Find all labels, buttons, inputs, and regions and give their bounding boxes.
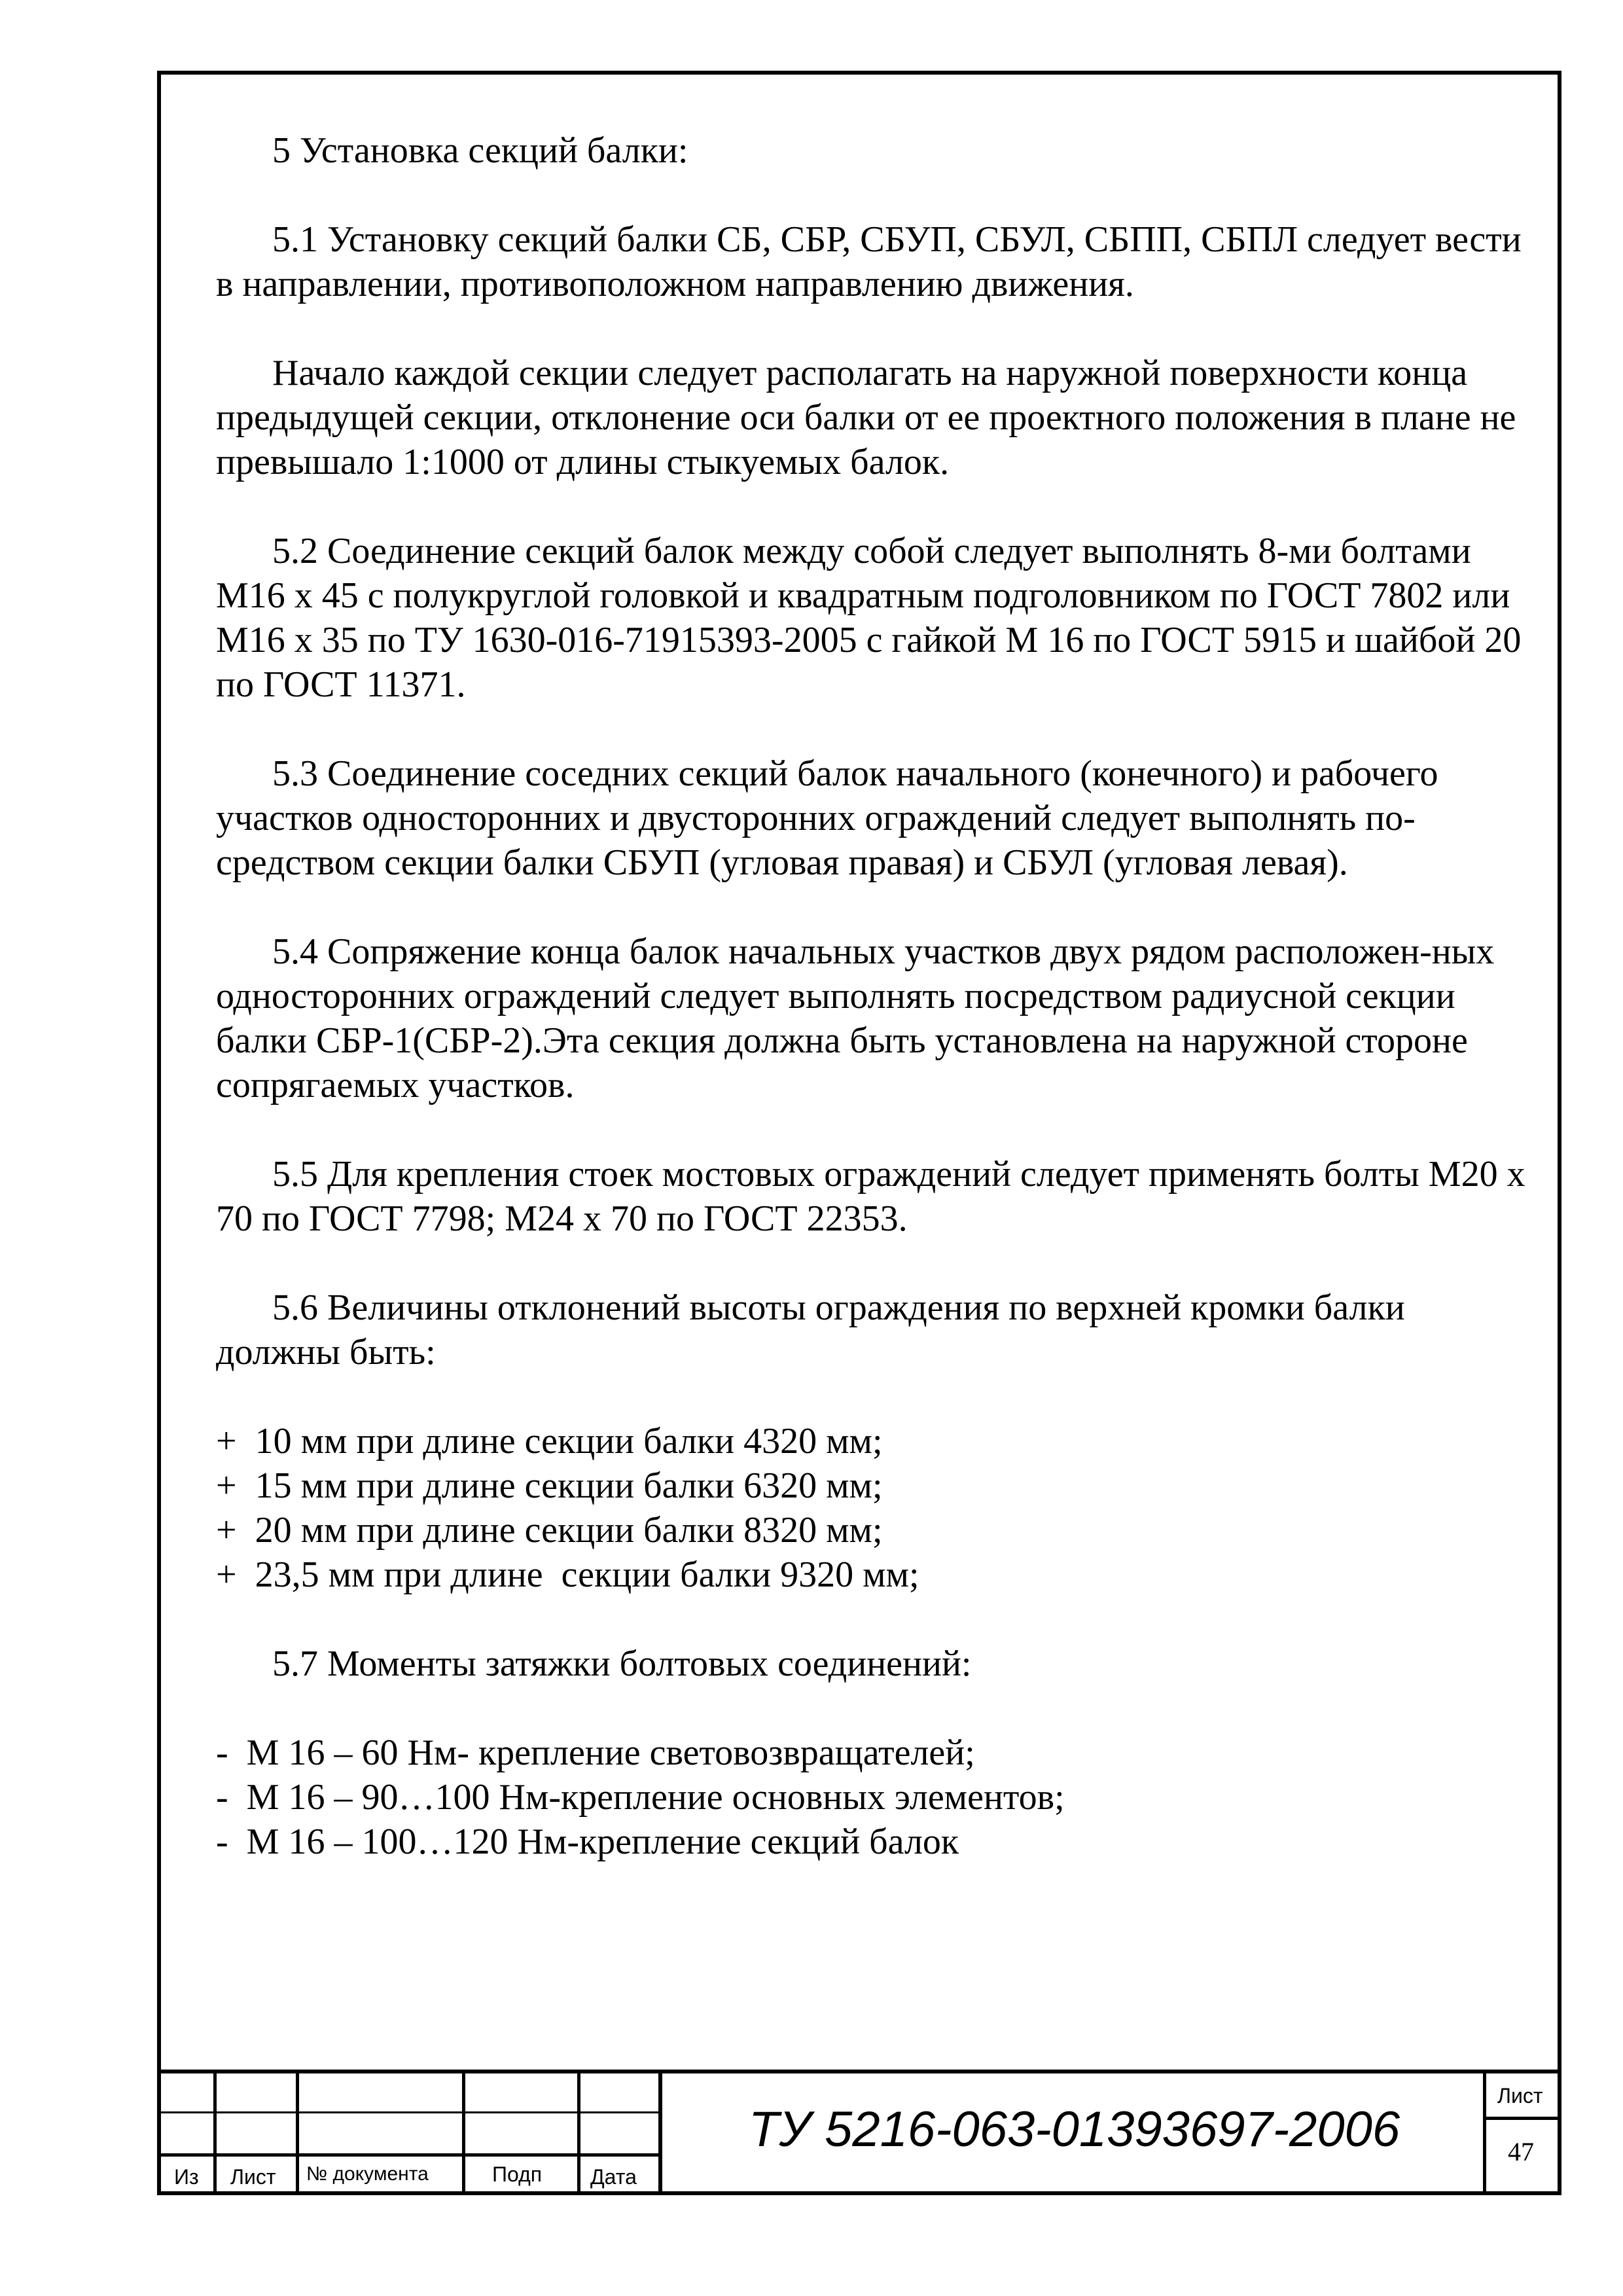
torque-item: - М 16 – 90…100 Нм-крепление основных элементов; — [216, 1777, 1065, 1818]
col-data-label: Дата — [590, 2165, 637, 2189]
document-code: ТУ 5216-063-01393697-2006 — [749, 2102, 1400, 2157]
col-doc-label: № документа — [306, 2163, 429, 2185]
paragraph-5-7: 5.7 Моменты затяжки болтовых соединений: — [272, 1643, 972, 1684]
paragraph-5-6: 5.6 Величины отклонений высоты ограждения по верхней кромки балки должны быть: — [216, 1287, 1405, 1372]
col-iz-label: Из — [174, 2165, 199, 2189]
paragraph-5-1-cont: Начало каждой секции следует располагать на наружной поверхности конца предыдущей секции, отклонение оси балки от ее проектного положения в плане не превышало 1:1000 от длины стыкуемых балок. — [216, 353, 1516, 482]
paragraph-5-3: 5.3 Соединение соседних секций балок начального (конечного) и рабочего участков односторонних и двусторонних ограждений следует выполнять по-средством секции балки СБУП (угловая правая) и СБУЛ (угловая левая). — [216, 753, 1438, 883]
sheet-number: 47 — [1508, 2137, 1534, 2166]
paragraph-5-4: 5.4 Сопряжение конца балок начальных участков двух рядом расположен-ных односторонних ограждений следует выполнять посредством радиусной секции балки СБР-1(СБР-2).Эта секция должна быть установлена на наружной стороне сопрягаемых участков. — [216, 931, 1495, 1105]
tolerance-item: + 20 мм при длине секции балки 8320 мм; — [216, 1510, 883, 1551]
col-podp-label: Подп — [492, 2162, 543, 2186]
paragraph-5-1: 5.1 Установку секций балки СБ, СБР, СБУП, СБУЛ, СБПП, СБПЛ следует вести в направлении, противоположном направлению движения. — [216, 219, 1522, 304]
tolerance-item: + 23,5 мм при длине секции балки 9320 мм; — [216, 1554, 919, 1595]
paragraph-5-5: 5.5 Для крепления стоек мостовых ограждений следует применять болты М20 х 70 по ГОСТ 7798; М24 х 70 по ГОСТ 22353. — [216, 1154, 1525, 1239]
tolerance-item: + 15 мм при длине секции балки 6320 мм; — [216, 1465, 883, 1506]
col-list-label: Лист — [230, 2165, 276, 2189]
document-body — [216, 128, 1538, 1864]
section-heading: 5 Установка секций балки: — [272, 130, 688, 171]
tolerance-item: + 10 мм при длине секции балки 4320 мм; — [216, 1421, 883, 1462]
torque-item: - М 16 – 60 Нм- крепление световозвращателей; — [216, 1732, 975, 1773]
sheet-label: Лист — [1497, 2084, 1543, 2108]
title-block — [157, 2070, 1561, 2195]
paragraph-5-2: 5.2 Соединение секций балок между собой следует выполнять 8-ми болтами М16 х 45 с полукруглой головкой и квадратным подголовником по ГОСТ 7802 или М16 х 35 по ТУ 1630-016-71915393-2005 с гайкой М 16 по ГОСТ 5915 и шайбой 20 по ГОСТ 11371. — [216, 531, 1522, 705]
torque-item: - М 16 – 100…120 Нм-крепление секций балок — [216, 1821, 959, 1862]
